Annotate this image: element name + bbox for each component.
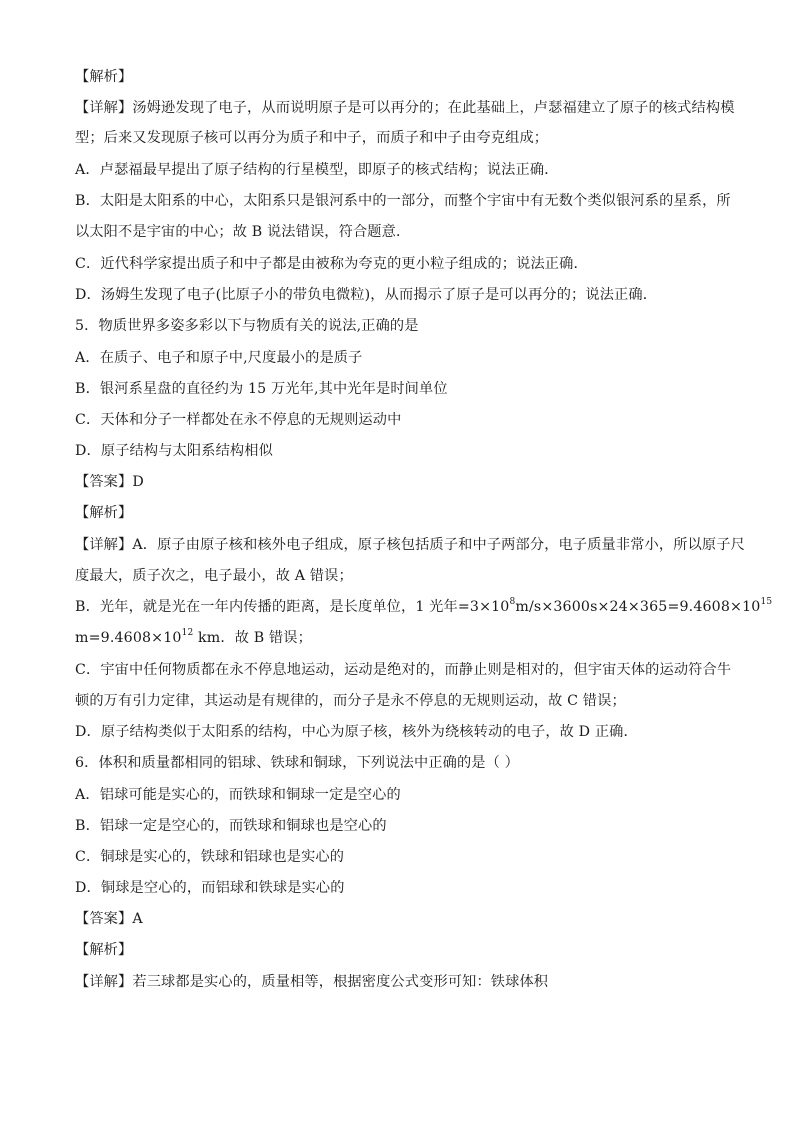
analysis-heading-1: 【解析】 (75, 69, 133, 85)
formula-text: B．光年，就是光在一年内传播的距离，是长度单位，1 光年=3×10 (75, 599, 510, 615)
formula-text: km．故 B 错误； (193, 630, 312, 646)
option-b-explanation-line-2: 以太阳不是宇宙的中心；故 B 说法错误，符合题意． (75, 224, 411, 240)
question-6-option-b: B．铝球一定是空心的，而铁球和铜球也是空心的 (75, 818, 387, 834)
option-c-detail-line-2: 顿的万有引力定律，其运动是有规律的，而分子是永不停息的无规则运动，故 C 错误； (75, 693, 626, 709)
option-d-detail: D．原子结构类似于太阳系的结构，中心为原子核，核外为绕核转动的电子，故 D 正确． (75, 724, 638, 740)
question-5-stem: 5．物质世界多姿多彩以下与物质有关的说法,正确的是 (75, 318, 419, 334)
detail-paragraph-2-line-2: 度最大，质子次之，电子最小，故 A 错误； (75, 568, 353, 584)
detail-paragraph-1-line-2: 型；后来又发现原子核可以再分为质子和中子，而质子和中子由夸克组成； (75, 130, 549, 146)
option-a-explanation: A．卢瑟福最早提出了原子结构的行星模型，即原子的核式结构；说法正确． (75, 162, 559, 178)
question-5-option-b: B．银河系星盘的直径约为 15 万光年,其中光年是时间单位 (75, 381, 448, 397)
exponent: 8 (509, 597, 516, 608)
question-6-option-d: D．铜球是空心的，而铝球和铁球是实心的 (75, 880, 345, 896)
option-c-explanation: C．近代科学家提出质子和中子都是由被称为夸克的更小粒子组成的；说法正确． (75, 256, 588, 272)
question-5-option-d: D．原子结构与太阳系结构相似 (75, 443, 273, 459)
question-6-answer: 【答案】A (75, 911, 143, 927)
light-year-formula-line-2 (75, 628, 735, 648)
formula-text: m/s×3600s×24×365=9.4608×10 (515, 599, 761, 615)
detail-paragraph-2-line-1: 【详解】A．原子由原子核和核外电子组成，原子核包括质子和中子两部分，电子质量非常小，所以原子尺 (75, 537, 745, 553)
question-5-option-a: A．在质子、电子和原子中,尺度最小的是质子 (75, 350, 363, 366)
option-d-explanation: D．汤姆生发现了电子(比原子小的带负电微粒)，从而揭示了原子是可以再分的；说法正确． (75, 287, 658, 303)
formula-text: m=9.4608×10 (75, 630, 182, 646)
detail-paragraph-3-line-1: 【详解】若三球都是实心的，质量相等，根据密度公式变形可知：铁球体积 (75, 974, 549, 990)
question-5-option-c: C．天体和分子一样都处在永不停息的无规则运动中 (75, 412, 402, 428)
detail-paragraph-1-line-1: 【详解】汤姆逊发现了电子，从而说明原子是可以再分的；在此基础上，卢瑟福建立了原子的核式结构模 (75, 100, 735, 116)
analysis-heading-3: 【解析】 (75, 942, 133, 958)
analysis-heading-2: 【解析】 (75, 505, 133, 521)
exponent: 15 (760, 597, 773, 608)
question-6-stem: 6．体积和质量都相同的铝球、铁球和铜球，下列说法中正确的是（ ） (75, 755, 519, 771)
question-6-option-c: C．铜球是实心的，铁球和铝球也是实心的 (75, 849, 345, 865)
light-year-formula-line-1 (75, 597, 773, 617)
exponent: 12 (181, 628, 194, 639)
option-b-explanation-line-1: B．太阳是太阳系的中心，太阳系只是银河系中的一部分，而整个宇宙中有无数个类似银河系的星系，所 (75, 193, 731, 209)
option-c-detail-line-1: C．宇宙中任何物质都在永不停息地运动，运动是绝对的，而静止则是相对的，但宇宙天体的运动符合牛 (75, 662, 732, 678)
question-6-option-a: A．铝球可能是实心的，而铁球和铜球一定是空心的 (75, 787, 401, 803)
question-5-answer: 【答案】D (75, 474, 144, 490)
